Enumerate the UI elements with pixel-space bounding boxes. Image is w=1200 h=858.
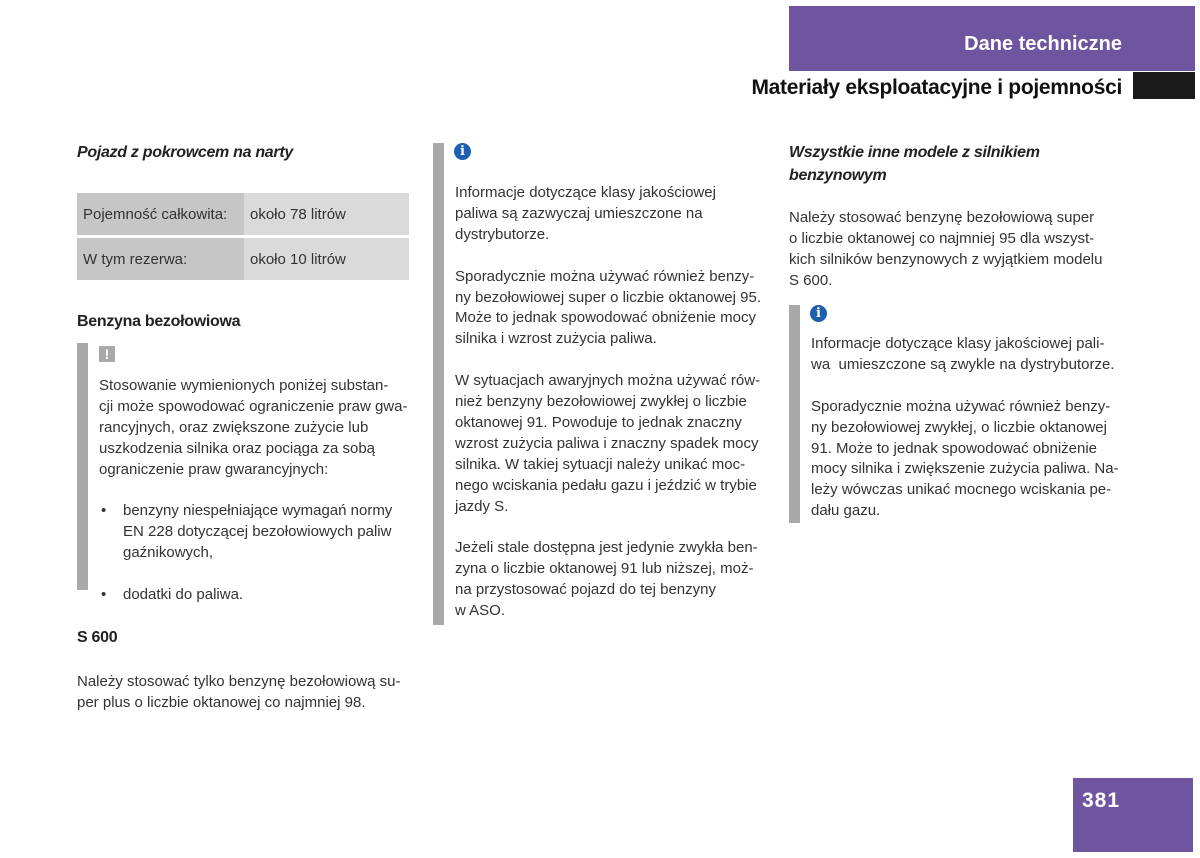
text-line: Może to jednak spowodować obniżenie mocy <box>455 309 757 327</box>
text-line: zyna o liczbie oktanowej 91 lub niższej, moż- <box>455 560 754 578</box>
text-line: W sytuacjach awaryjnych można używać rów- <box>455 372 761 390</box>
text-line: EN 228 dotyczącej bezołowiowych paliw <box>123 523 392 541</box>
text-line: Stosowanie wymienionych poniżej substan- <box>99 377 389 394</box>
s600-heading: S 600 <box>77 629 118 646</box>
text-line: silnika. W takiej sytuacji należy unikać moc- <box>455 455 746 473</box>
text-line: Sporadycznie można używać również benzy- <box>455 267 755 285</box>
text-line: wzrost zużycia paliwa i znaczny spadek mocy <box>455 434 759 452</box>
text-line: silnika i wzrost zużycia paliwa. <box>455 330 657 348</box>
text-line: benzyny niespełniające wymagań normy <box>123 502 393 520</box>
text-line: Informacje dotyczące klasy jakościowej pali- <box>811 335 1105 352</box>
list-item <box>99 501 419 564</box>
text-line: ograniczenie praw gwarancyjnych: <box>99 460 329 478</box>
section-title: Dane techniczne <box>964 33 1122 55</box>
text-line: dodatki do paliwa. <box>123 586 244 604</box>
text-line: kich silników benzynowych z wyjątkiem modelu <box>789 250 1103 268</box>
page-subtitle: Materiały eksploatacyjne i pojemności <box>751 76 1122 99</box>
info-bar <box>433 143 444 625</box>
text-line: Informacje dotyczące klasy jakościowej <box>455 184 716 201</box>
other-models-text <box>789 208 1129 292</box>
table-row <box>77 193 409 237</box>
warning-icon: ! <box>99 346 115 362</box>
text-line: o liczbie oktanowej co najmniej 95 dla wszyst- <box>789 229 1095 247</box>
bullet: • <box>101 586 107 604</box>
text-line: Należy stosować tylko benzynę bezołowiową su- <box>77 673 401 690</box>
text-line: uszkodzenia silnika oraz pociąga za sobą <box>99 439 375 457</box>
text-line: mocy silnika i zwiększenie zużycia paliwa. Na- <box>811 460 1119 478</box>
text-line: w ASO. <box>455 602 506 620</box>
table-value: około 10 litrów <box>244 237 409 281</box>
text-line: per plus o liczbie oktanowej co najmniej 98. <box>77 693 366 711</box>
page-number: 381 <box>1082 789 1121 812</box>
table-row <box>77 237 409 281</box>
table-label: Pojemność całkowita: <box>77 193 244 237</box>
text-line: nego wciskania pedału gazu i jeździć w trybie <box>455 476 757 494</box>
capacity-table <box>77 193 409 280</box>
warning-bar <box>77 343 88 590</box>
list-item <box>99 585 419 606</box>
text-line: dystrybutorze. <box>455 225 550 243</box>
other-models-heading <box>789 141 1040 187</box>
text-line: S 600. <box>789 271 833 289</box>
ski-bag-heading: Pojazd z pokrowcem na narty <box>77 144 293 161</box>
table-value: około 78 litrów <box>244 193 409 237</box>
text-line: ny bezołowiowej super o liczbie oktanowej 95. <box>455 288 762 306</box>
warning-text <box>99 376 419 606</box>
text-line: na przystosować pojazd do tej benzyny <box>455 581 716 599</box>
text-line: nież benzyny bezołowiowej zwykłej o liczbie <box>455 393 747 411</box>
text-line: Należy stosować benzynę bezołowiową super <box>789 209 1095 226</box>
info-bar <box>789 305 800 523</box>
info-icon: i <box>454 143 471 160</box>
text-line: gaźnikowych, <box>123 544 214 562</box>
s600-text <box>77 672 401 714</box>
text-line: jazdy S. <box>455 497 509 515</box>
unleaded-heading: Benzyna bezołowiowa <box>77 313 241 330</box>
text-line: Jeżeli stale dostępna jest jedynie zwykła ben- <box>455 539 758 557</box>
text-line: Wszystkie inne modele z silnikiem <box>789 144 1040 161</box>
text-line: dału gazu. <box>811 502 881 520</box>
bullet: • <box>101 502 107 520</box>
info-icon: i <box>810 305 827 322</box>
table-label: W tym rezerwa: <box>77 237 244 281</box>
text-line: wa umieszczone są zwykle na dystrybutorze. <box>811 355 1115 373</box>
text-line: leży wówczas unikać mocnego wciskania pe- <box>811 481 1112 499</box>
header-marker <box>1133 72 1195 99</box>
text-line: ny bezołowiowej zwykłej, o liczbie oktanowej <box>811 418 1107 436</box>
text-line: Sporadycznie można używać również benzy- <box>811 397 1111 415</box>
text-line: benzynowym <box>789 167 887 184</box>
text-line: cji może spowodować ograniczenie praw gwa- <box>99 397 408 415</box>
text-line: rancyjnych, oraz zwiększone zużycie lub <box>99 418 369 436</box>
text-line: oktanowej 91. Powoduje to jednak znaczny <box>455 413 742 431</box>
other-models-info-text <box>811 334 1131 522</box>
fuel-info-text <box>455 183 775 622</box>
text-line: paliwa są zazwyczaj umieszczone na <box>455 204 703 222</box>
text-line: 91. Może to jednak spowodować obniżenie <box>811 439 1098 457</box>
